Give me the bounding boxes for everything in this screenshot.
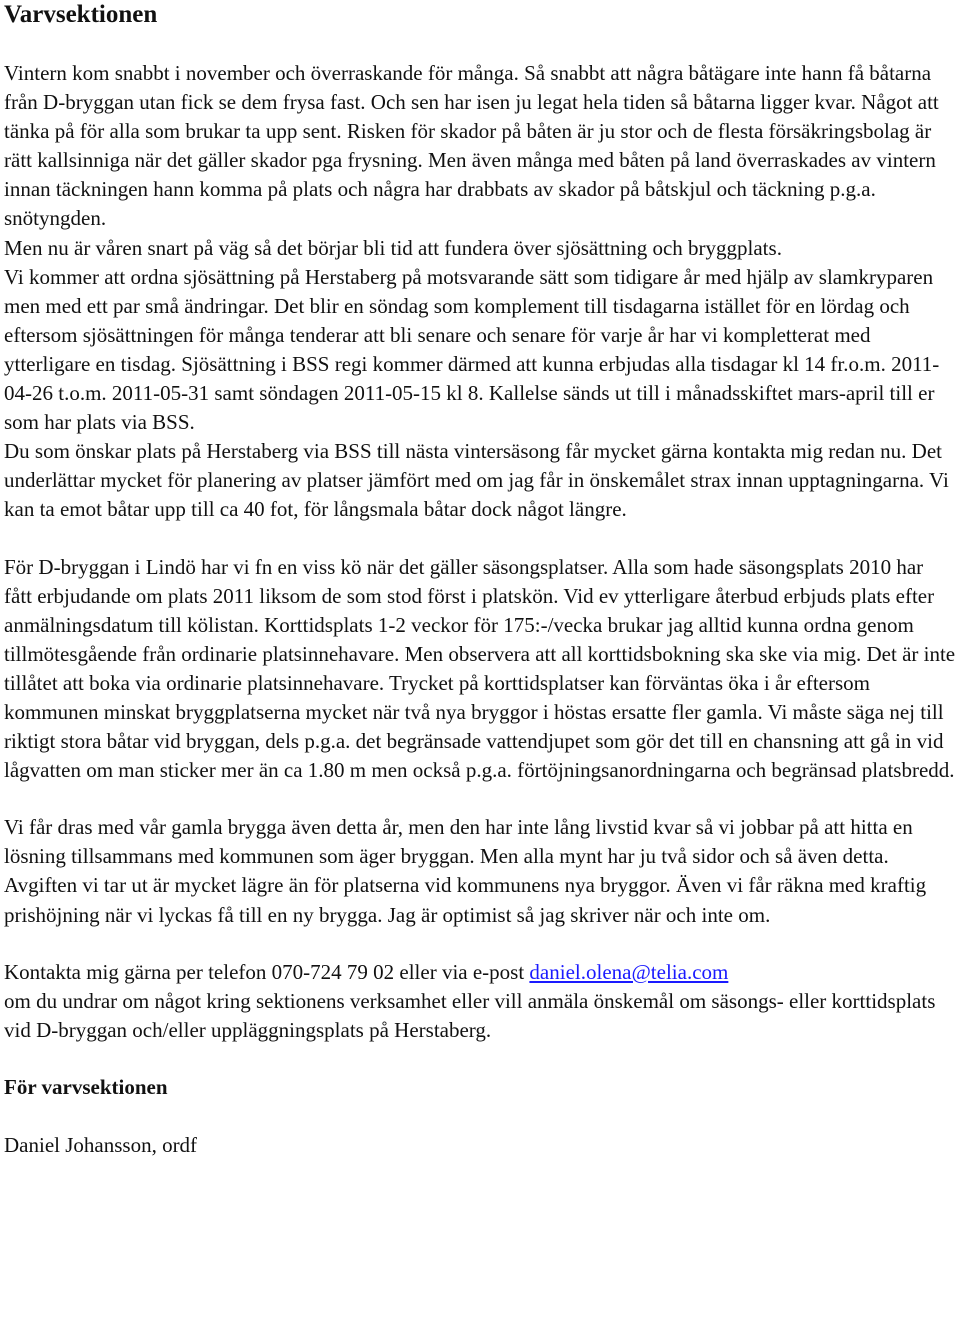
paragraph-d-bryggan: För D-bryggan i Lindö har vi fn en viss kö när det gäller säsongsplatser. Alla som hade säsongsplats 2010 har fått erbjudande om plats 2011 liksom de som stod först i platskön. Vid ev ytterligare återbud erbjuds plats efter anmälningsdatum till kölistan. Korttidsplats 1-2 veckor för 175:-/vecka brukar jag alltid kunna ordna genom tillmötesgående från ordinarie platsinnehavare. Men observera att all korttidsbokning ska ske via mig. Det är inte tillåtet att boka via ordinarie platsinnehavare. Trycket på korttidsplatser kan förväntas öka i år eftersom kommunen minskat bryggplatserna mycket när två nya bryggor i höstas ersatte fler gamla. Vi måste säga nej till riktigt stora båtar vid bryggan, dels p.g.a. det begränsade vattendjupet som gör det till en chansning att gå in vid lågvatten om man sticker mer än ca 1.80 m men också p.g.a. förtöjningsanordningarna och begränsad platsbredd.: [4, 554, 956, 783]
signature-heading: För varvsektionen: [4, 1074, 168, 1099]
page-title: Varvsektionen: [4, 1, 158, 28]
paragraph-old-pier: Vi får dras med vår gamla brygga även detta år, men den har inte lång livstid kvar så vi jobbar på att hitta en lösning tillsammans med kommunen som äger bryggan. Men alla mynt har ju två sidor och så även detta. Avgiften vi tar ut är mycket lägre än för platserna vid kommunens nya bryggor. Även vi får räkna med kraftig prishöjning när vi lyckas få till en ny brygga. Jag är optimist så jag skriver när och inte om.: [4, 815, 927, 927]
paragraph-spacer: [4, 785, 956, 813]
paragraph-spacer: [4, 930, 956, 958]
document-page: [4, 0, 956, 1160]
paragraph-launch-schedule: Vi kommer att ordna sjösättning på Herstaberg på motsvarande sätt som tidigare år med hjälp av slamkryparen men med ett par små ändringar. Det blir en söndag som komplement till tisdagarna istället för en lördag och eftersom sjösättningen för många tenderar att bli senare och senare för varje år har vi kompletterat med ytterligare en tisdag. Sjösättning i BSS regi kommer därmed att kunna erbjudas alla tisdagar kl 14 fr.o.m. 2011-04-26 t.o.m. 2011-05-31 samt söndagen 2011-05-15 kl 8. Kallelse sänds ut till i månadsskiftet mars-april till er som har plats via BSS.: [4, 264, 940, 435]
signature-name: Daniel Johansson, ordf: [4, 1133, 198, 1157]
paragraph-spacer: [4, 1045, 956, 1073]
paragraph-spring: Men nu är våren snart på väg så det börjar bli tid att fundera över sjösättning och bryggplats.: [4, 235, 782, 260]
contact-text-after: om du undrar om något kring sektionens verksamhet eller vill anmäla önskemål om säsongs- eller korttidsplats vid D-bryggan och/eller uppläggningsplats på Herstaberg.: [4, 988, 936, 1042]
contact-text-before: Kontakta mig gärna per telefon 070-724 79 02 eller via e-post: [4, 959, 530, 984]
paragraph-spacer: [4, 525, 956, 553]
paragraph-winter: Vintern kom snabbt i november och överraskande för många. Så snabbt att några båtägare inte hann få båtarna från D-bryggan utan fick se dem frysa fast. Och sen har isen ju legat hela tiden så båtarna ligger kvar. Något att tänka på för alla som brukar ta upp sent. Risken för skador på båten är ju stor och de flesta försäkringsbolag är rätt kallsinniga när det gäller skador pga frysning. Men även många med båten på land överraskades av vintern innan täckningen hann komma på plats och några har drabbats av skador på båtskjul och täckning p.g.a. snötyngden.: [4, 61, 939, 231]
email-link[interactable]: daniel.olena@telia.com: [529, 959, 729, 984]
paragraph-contact: [4, 958, 956, 1045]
paragraph-herstaberg-winter: Du som önskar plats på Herstaberg via BSS till nästa vintersäsong får mycket gärna kontakta mig redan nu. Det underlättar mycket för planering av platser jämfört med om jag får in önskemålet strax innan upptagningarna. Vi kan ta emot båtar upp till ca 40 fot, för långsmala båtar dock något längre.: [4, 439, 949, 522]
paragraph-spacer: [4, 1102, 956, 1131]
